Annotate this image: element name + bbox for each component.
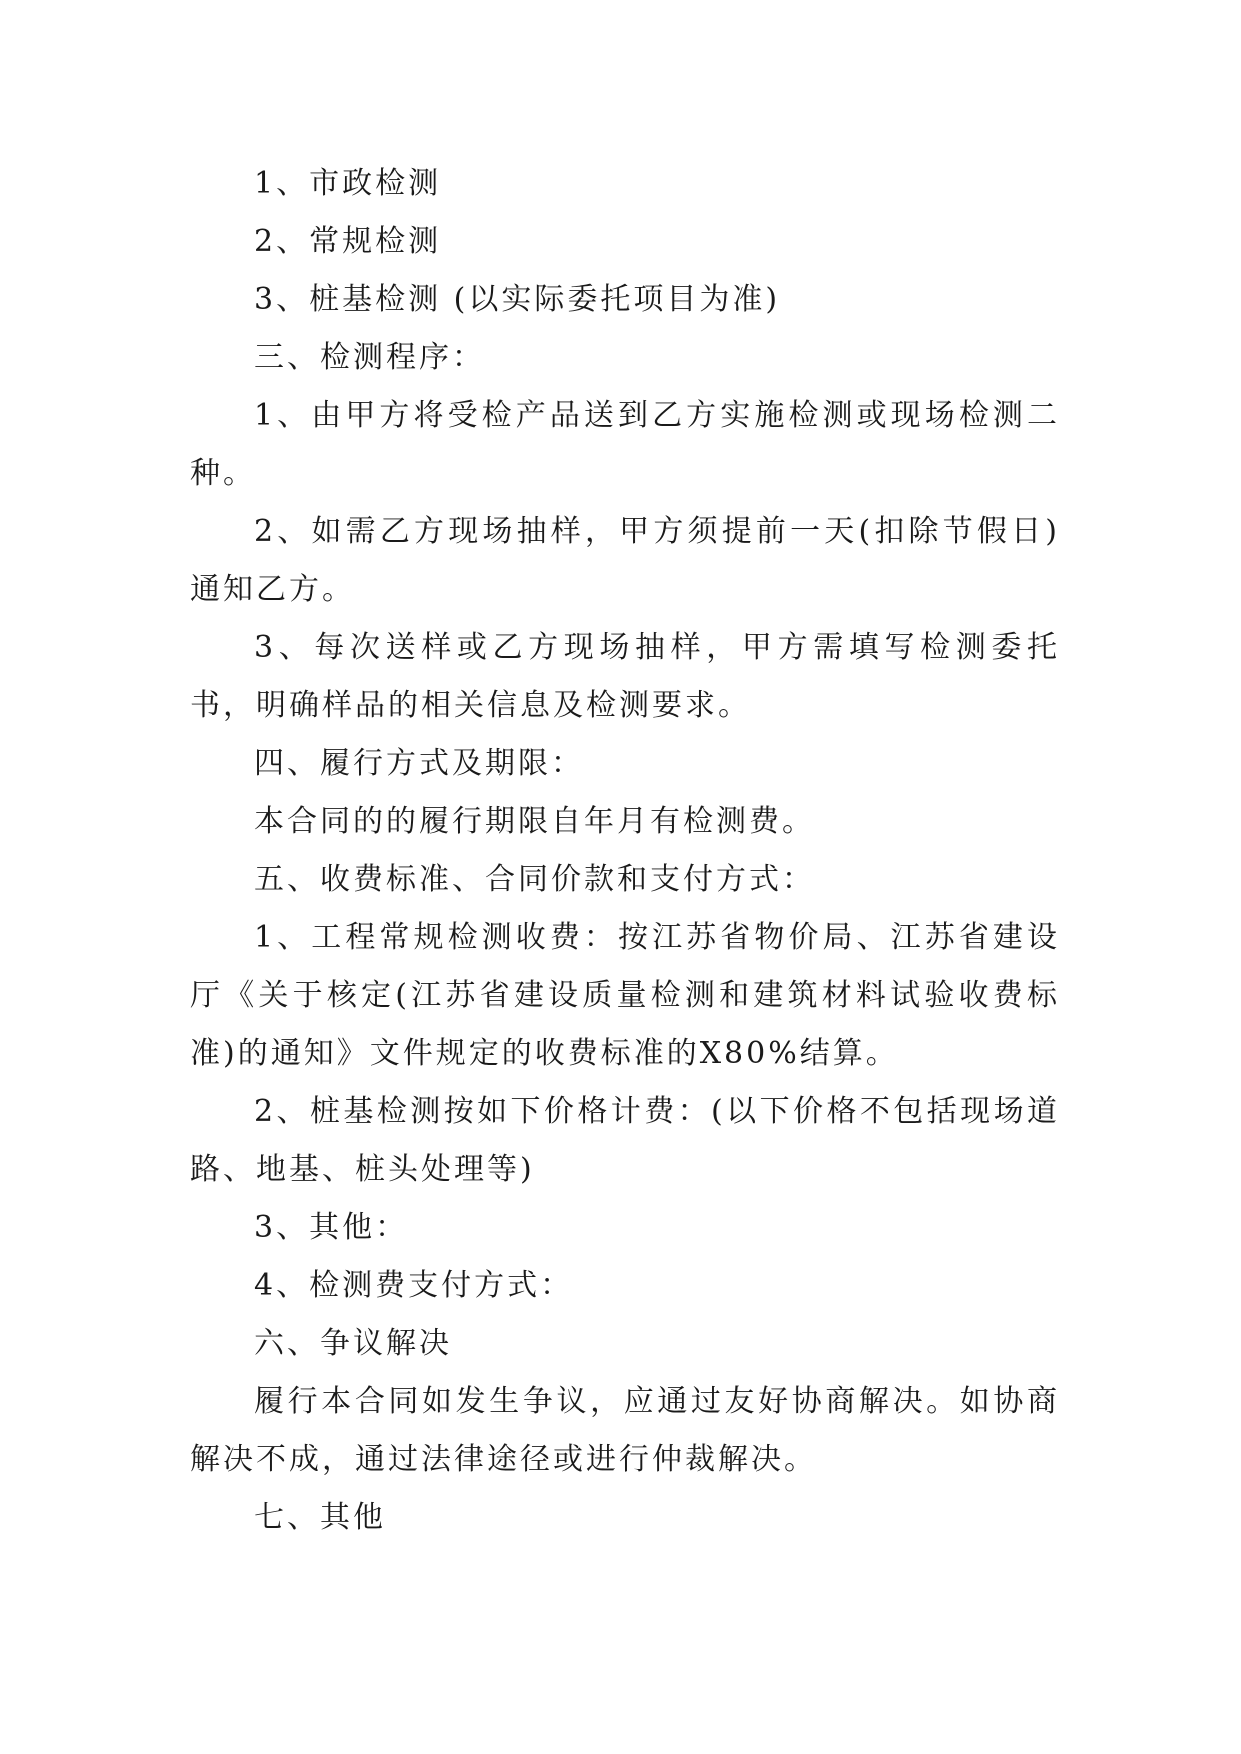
paragraph-procedure-2: 2、如需乙方现场抽样，甲方须提前一天(扣除节假日)通知乙方。 xyxy=(190,514,1060,607)
paragraph-fee-3: 3、其他： xyxy=(254,1210,409,1245)
section-heading-5: 五、收费标准、合同价款和支付方式： xyxy=(254,862,815,897)
section-heading-3: 三、检测程序： xyxy=(254,340,485,375)
section-heading-4: 四、履行方式及期限： xyxy=(254,746,584,781)
section-heading-6: 六、争议解决 xyxy=(254,1326,452,1361)
paragraph-item-1: 1、市政检测 xyxy=(254,166,442,201)
section-heading-7: 七、其他 xyxy=(254,1500,386,1535)
paragraph-procedure-1: 1、由甲方将受检产品送到乙方实施检测或现场检测二种。 xyxy=(190,398,1060,491)
paragraph-item-3: 3、桩基检测 (以实际委托项目为准) xyxy=(254,282,781,317)
paragraph-term: 本合同的的履行期限自年月有检测费。 xyxy=(254,804,815,839)
document-body xyxy=(190,155,1060,1547)
paragraph-dispute: 履行本合同如发生争议，应通过友好协商解决。如协商解决不成，通过法律途径或进行仲裁解决。 xyxy=(190,1384,1060,1477)
paragraph-procedure-3: 3、每次送样或乙方现场抽样，甲方需填写检测委托书，明确样品的相关信息及检测要求。 xyxy=(190,630,1060,723)
paragraph-item-2: 2、常规检测 xyxy=(254,224,442,259)
paragraph-fee-1: 1、工程常规检测收费：按江苏省物价局、江苏省建设厅《关于核定(江苏省建设质量检测和建筑材料试验收费标准)的通知》文件规定的收费标准的X80%结算。 xyxy=(190,920,1060,1071)
paragraph-fee-2: 2、桩基检测按如下价格计费：(以下价格不包括现场道路、地基、桩头处理等) xyxy=(190,1094,1060,1187)
paragraph-fee-4: 4、检测费支付方式： xyxy=(254,1268,574,1303)
